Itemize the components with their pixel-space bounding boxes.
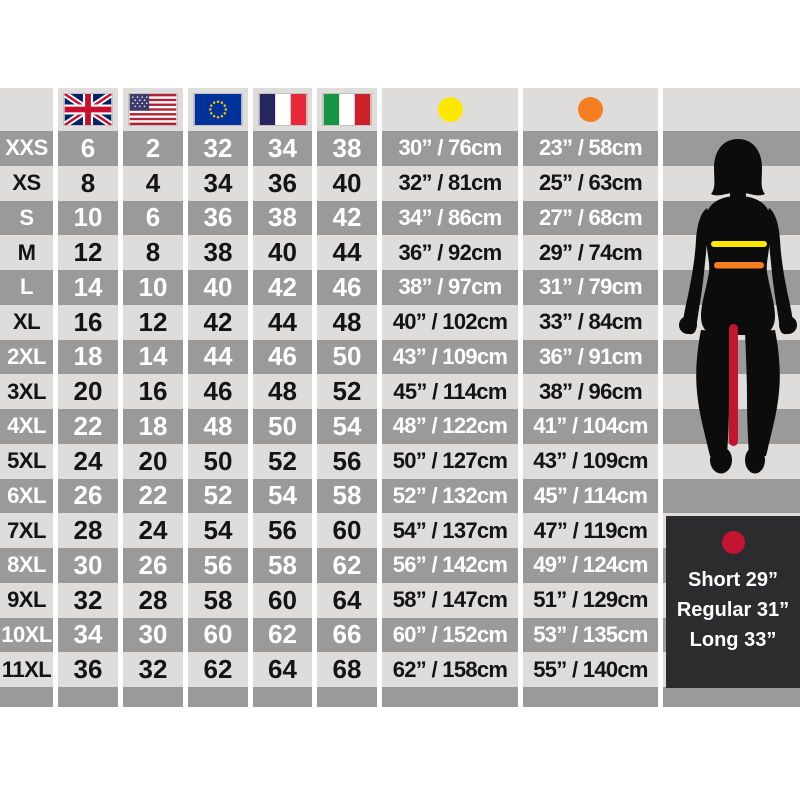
uk-size-value: 28 [58,513,118,548]
waist-measurement: 33” / 84cm [523,305,658,340]
header-eu-cell [188,88,248,131]
us-size-value: 18 [123,409,183,444]
it-size-value: 40 [317,166,377,201]
leg-length-regular: Regular 31” [676,599,790,621]
eu-size-value: 40 [188,270,248,305]
waist-measurement: 45” / 114cm [523,479,658,514]
size-label: 6XL [0,479,53,514]
waist-orange-dot-icon [578,97,603,122]
header-us-cell [123,88,183,131]
eu-size-value: 54 [188,513,248,548]
eu-size-value: 42 [188,305,248,340]
eu-size-value: 50 [188,444,248,479]
figure-column-strip [663,270,800,305]
it-size-value: 66 [317,618,377,653]
leg-length-long: Long 33” [689,629,777,651]
partial-cell [523,687,658,707]
chest-measurement: 30” / 76cm [382,131,518,166]
fr-size-value: 36 [253,166,312,201]
size-label: 7XL [0,513,53,548]
size-label: 5XL [0,444,53,479]
fr-size-value: 52 [253,444,312,479]
us-size-value: 24 [123,513,183,548]
uk-size-value: 34 [58,618,118,653]
france-flag-icon [259,94,307,125]
us-size-value: 32 [123,652,183,687]
uk-size-value: 22 [58,409,118,444]
eu-size-value: 38 [188,235,248,270]
fr-size-value: 58 [253,548,312,583]
table-row [0,166,800,201]
it-size-value: 54 [317,409,377,444]
figure-column-strip [663,235,800,270]
us-size-value: 10 [123,270,183,305]
eu-size-value: 58 [188,583,248,618]
partial-cell [663,687,800,707]
waist-measurement: 25” / 63cm [523,166,658,201]
waist-measurement: 31” / 79cm [523,270,658,305]
leg-length-short: Short 29” [687,569,779,591]
uk-size-value: 24 [58,444,118,479]
waist-measurement: 27” / 68cm [523,201,658,236]
us-size-value: 28 [123,583,183,618]
chest-measurement: 43” / 109cm [382,340,518,375]
eu-size-value: 48 [188,409,248,444]
waist-measurement: 53” / 135cm [523,618,658,653]
italy-flag-icon [323,94,371,125]
eu-size-value: 52 [188,479,248,514]
fr-size-value: 62 [253,618,312,653]
table-row [0,131,800,166]
fr-size-value: 42 [253,270,312,305]
fr-size-value: 38 [253,201,312,236]
partial-cell [253,687,312,707]
size-label: XL [0,305,53,340]
chest-measurement: 56” / 142cm [382,548,518,583]
fr-size-value: 56 [253,513,312,548]
size-label: S [0,201,53,236]
fr-size-value: 64 [253,652,312,687]
inseam-red-dot-icon [722,531,745,554]
us-size-value: 16 [123,374,183,409]
leg-length-box [666,516,800,688]
fr-size-value: 34 [253,131,312,166]
uk-size-value: 12 [58,235,118,270]
figure-column-strip [663,479,800,514]
figure-column-strip [663,166,800,201]
uk-size-value: 10 [58,201,118,236]
size-label: 2XL [0,340,53,375]
us-size-value: 12 [123,305,183,340]
table-row [0,340,800,375]
partial-cell [58,687,118,707]
header-waist-cell [523,88,658,131]
size-label: 8XL [0,548,53,583]
chest-measurement: 40” / 102cm [382,305,518,340]
partial-cell [382,687,518,707]
it-size-value: 46 [317,270,377,305]
table-row [0,270,800,305]
chest-measurement: 54” / 137cm [382,513,518,548]
fr-size-value: 60 [253,583,312,618]
chest-measurement: 36” / 92cm [382,235,518,270]
table-row [0,444,800,479]
size-label: 9XL [0,583,53,618]
table-row [0,479,800,514]
waist-measurement: 51” / 129cm [523,583,658,618]
it-size-value: 52 [317,374,377,409]
it-size-value: 56 [317,444,377,479]
chest-measurement: 58” / 147cm [382,583,518,618]
table-row [0,201,800,236]
chest-measurement: 34” / 86cm [382,201,518,236]
waist-measurement: 43” / 109cm [523,444,658,479]
uk-size-value: 32 [58,583,118,618]
figure-column-strip [663,340,800,375]
uk-size-value: 36 [58,652,118,687]
partial-cell [0,687,53,707]
us-size-value: 14 [123,340,183,375]
us-size-value: 20 [123,444,183,479]
it-size-value: 42 [317,201,377,236]
us-size-value: 30 [123,618,183,653]
header-uk-cell [58,88,118,131]
uk-size-value: 16 [58,305,118,340]
us-flag-icon [129,94,177,125]
header-size-cell [0,88,53,131]
us-size-value: 26 [123,548,183,583]
uk-flag-icon [64,94,112,125]
figure-column-strip [663,305,800,340]
figure-column-strip [663,409,800,444]
size-label: L [0,270,53,305]
waist-measurement: 36” / 91cm [523,340,658,375]
table-row [0,409,800,444]
fr-size-value: 48 [253,374,312,409]
size-label: XXS [0,131,53,166]
figure-column-strip [663,374,800,409]
eu-size-value: 62 [188,652,248,687]
table-row [0,374,800,409]
eu-flag-icon [194,94,242,125]
chest-measurement: 48” / 122cm [382,409,518,444]
it-size-value: 38 [317,131,377,166]
table-partial-row [0,687,800,707]
waist-measurement: 49” / 124cm [523,548,658,583]
eu-size-value: 60 [188,618,248,653]
size-label: 11XL [0,652,53,687]
size-label: 3XL [0,374,53,409]
uk-size-value: 18 [58,340,118,375]
size-label: XS [0,166,53,201]
fr-size-value: 40 [253,235,312,270]
header-italy-cell [317,88,377,131]
eu-size-value: 56 [188,548,248,583]
it-size-value: 62 [317,548,377,583]
uk-size-value: 6 [58,131,118,166]
header-france-cell [253,88,312,131]
uk-size-value: 30 [58,548,118,583]
us-size-value: 4 [123,166,183,201]
waist-measurement: 29” / 74cm [523,235,658,270]
chest-measurement: 52” / 132cm [382,479,518,514]
waist-measurement: 41” / 104cm [523,409,658,444]
uk-size-value: 20 [58,374,118,409]
waist-measurement: 38” / 96cm [523,374,658,409]
chest-measurement: 32” / 81cm [382,166,518,201]
chest-measurement: 45” / 114cm [382,374,518,409]
chest-measurement: 62” / 158cm [382,652,518,687]
it-size-value: 58 [317,479,377,514]
chest-measurement: 60” / 152cm [382,618,518,653]
us-size-value: 22 [123,479,183,514]
header-figure-cell [663,88,800,131]
eu-size-value: 32 [188,131,248,166]
header-chest-cell [382,88,518,131]
chest-yellow-dot-icon [438,97,463,122]
table-row [0,235,800,270]
size-label: M [0,235,53,270]
us-size-value: 2 [123,131,183,166]
eu-size-value: 34 [188,166,248,201]
size-label: 10XL [0,618,53,653]
waist-measurement: 55” / 140cm [523,652,658,687]
figure-column-strip [663,131,800,166]
partial-cell [123,687,183,707]
table-header-row [0,88,800,131]
it-size-value: 60 [317,513,377,548]
partial-cell [188,687,248,707]
table-row [0,305,800,340]
uk-size-value: 26 [58,479,118,514]
eu-size-value: 46 [188,374,248,409]
figure-column-strip [663,201,800,236]
waist-measurement: 23” / 58cm [523,131,658,166]
uk-size-value: 14 [58,270,118,305]
fr-size-value: 46 [253,340,312,375]
it-size-value: 68 [317,652,377,687]
fr-size-value: 44 [253,305,312,340]
it-size-value: 48 [317,305,377,340]
it-size-value: 44 [317,235,377,270]
uk-size-value: 8 [58,166,118,201]
partial-cell [317,687,377,707]
it-size-value: 64 [317,583,377,618]
waist-measurement: 47” / 119cm [523,513,658,548]
chest-measurement: 50” / 127cm [382,444,518,479]
it-size-value: 50 [317,340,377,375]
fr-size-value: 50 [253,409,312,444]
fr-size-value: 54 [253,479,312,514]
us-size-value: 6 [123,201,183,236]
eu-size-value: 36 [188,201,248,236]
size-label: 4XL [0,409,53,444]
chest-measurement: 38” / 97cm [382,270,518,305]
eu-size-value: 44 [188,340,248,375]
figure-column-strip [663,444,800,479]
us-size-value: 8 [123,235,183,270]
